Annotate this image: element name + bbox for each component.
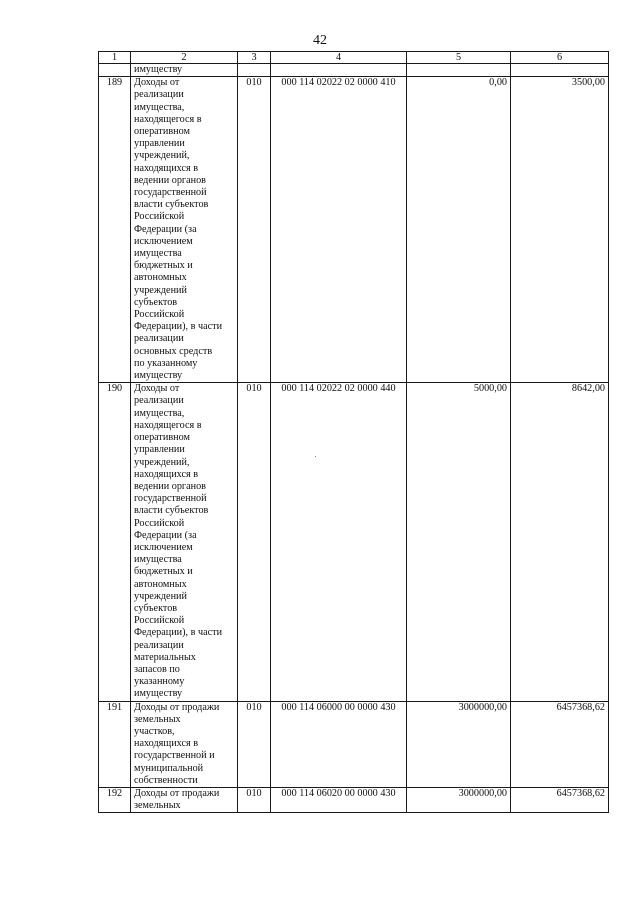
cell-amount-6: 8642,00 <box>511 383 609 701</box>
scan-speck <box>315 456 316 457</box>
table-body <box>99 64 609 813</box>
cell-amount-5: 3000000,00 <box>407 787 511 812</box>
continuation-row <box>99 64 609 77</box>
column-header-4: 4 <box>271 52 407 64</box>
cell-amount-5: 0,00 <box>407 77 511 383</box>
column-header-5: 5 <box>407 52 511 64</box>
page-number: 42 <box>313 33 327 48</box>
cell-amount-5: 3000000,00 <box>407 701 511 787</box>
cell-description: Доходы от продажи земельных участков, находящихся в государственной и муниципальной собственности <box>131 701 238 787</box>
cell-description: Доходы от реализации имущества, находящегося в оперативном управлении учреждений, находящихся в ведении органов государственной власти субъектов Российской Федерации (за исключением имущества бюджетных и автономных учреждений субъектов Российской Федерации), в части реализации материальных запасов по указанному имуществу <box>131 383 238 701</box>
column-number-row <box>99 52 609 64</box>
table-row <box>99 701 609 787</box>
cell-description: Доходы от реализации имущества, находящегося в оперативном управлении учреждений, находящихся в ведении органов государственной власти субъектов Российской Федерации (за исключением имущества бюджетных и автономных учреждений субъектов Российской Федерации), в части реализации основных средств по указанному имуществу <box>131 77 238 383</box>
cell-budget-code <box>271 64 407 77</box>
revenue-table <box>98 51 609 813</box>
cell-amount-6: 3500,00 <box>511 77 609 383</box>
cell-amount-5 <box>407 64 511 77</box>
cell-budget-code: 000 114 02022 02 0000 410 <box>271 77 407 383</box>
cell-num: 192 <box>99 787 131 812</box>
table-row <box>99 383 609 701</box>
table-header <box>99 52 609 64</box>
cell-amount-6: 6457368,62 <box>511 787 609 812</box>
cell-description: имуществу <box>131 64 238 77</box>
column-header-3: 3 <box>238 52 271 64</box>
cell-num <box>99 64 131 77</box>
cell-admin-code: 010 <box>238 701 271 787</box>
cell-admin-code: 010 <box>238 383 271 701</box>
cell-amount-6: 6457368,62 <box>511 701 609 787</box>
cell-budget-code: 000 114 06020 00 0000 430 <box>271 787 407 812</box>
column-header-2: 2 <box>131 52 238 64</box>
cell-admin-code: 010 <box>238 787 271 812</box>
cell-admin-code <box>238 64 271 77</box>
cell-budget-code: 000 114 02022 02 0000 440 <box>271 383 407 701</box>
column-header-6: 6 <box>511 52 609 64</box>
cell-num: 189 <box>99 77 131 383</box>
table-row <box>99 77 609 383</box>
cell-num: 190 <box>99 383 131 701</box>
column-header-1: 1 <box>99 52 131 64</box>
cell-num: 191 <box>99 701 131 787</box>
cell-description: Доходы от продажи земельных <box>131 787 238 812</box>
cell-admin-code: 010 <box>238 77 271 383</box>
cell-amount-6 <box>511 64 609 77</box>
cell-budget-code: 000 114 06000 00 0000 430 <box>271 701 407 787</box>
table-row <box>99 787 609 812</box>
cell-amount-5: 5000,00 <box>407 383 511 701</box>
